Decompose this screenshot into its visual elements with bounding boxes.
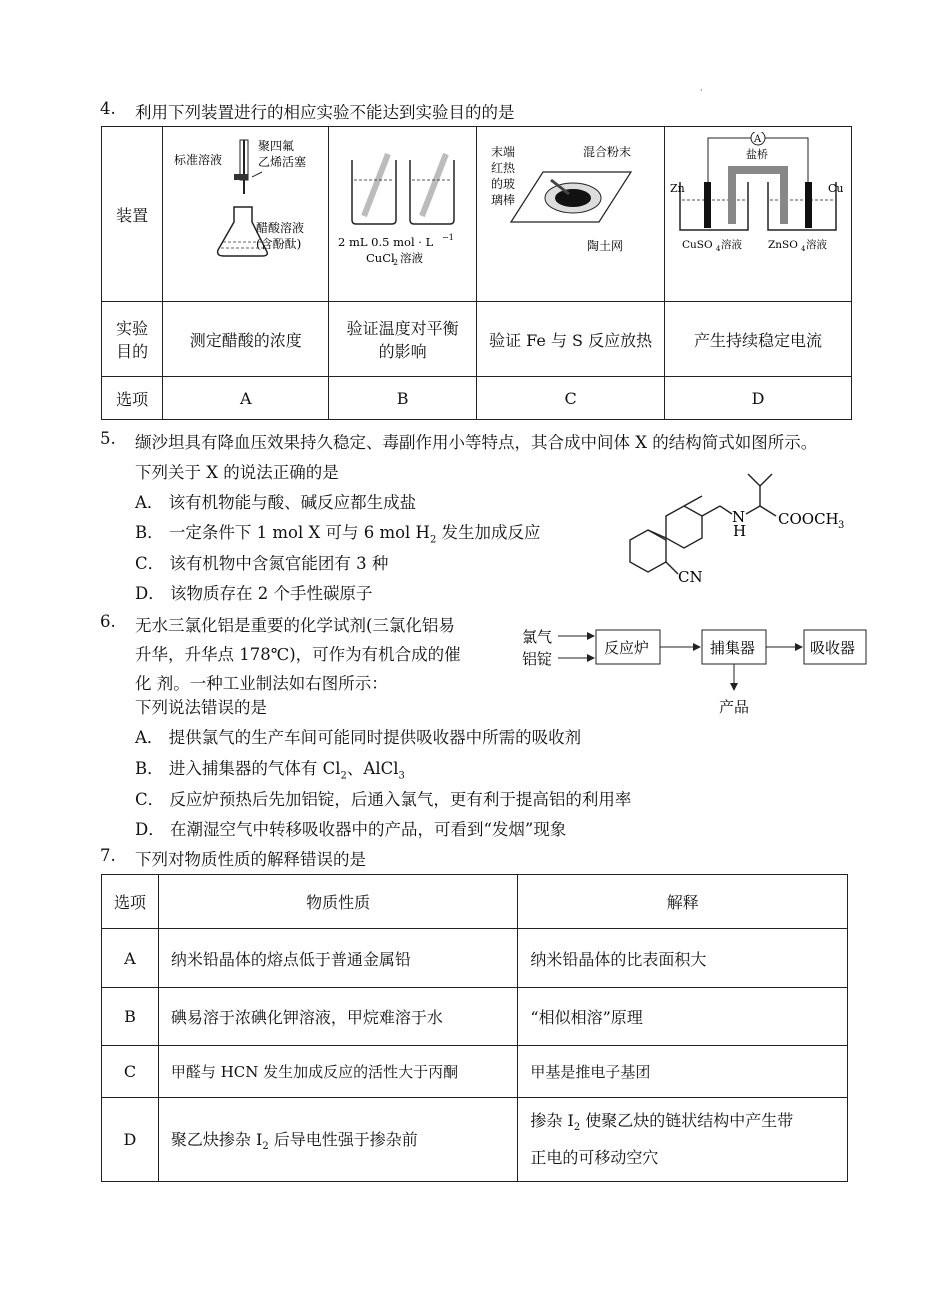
q7-d-exp-line1 bbox=[530, 1106, 835, 1143]
q6-number: 6. bbox=[100, 612, 116, 631]
q7-row-c-property: 甲醛与 HCN 发生加成反应的活性大于丙酮 bbox=[158, 1046, 518, 1098]
q7-header-property: 物质性质 bbox=[158, 875, 518, 929]
label-znso-sub: 4 bbox=[801, 245, 806, 253]
q5-b-sub: 2 bbox=[429, 534, 437, 546]
two-beakers-figure bbox=[330, 132, 476, 292]
table-row bbox=[102, 1046, 848, 1098]
label-cucl-sub: 2 bbox=[392, 258, 398, 267]
q4-option-c: C bbox=[477, 377, 665, 420]
purpose-label-2: 目的 bbox=[116, 342, 149, 361]
q4-number: 4. bbox=[100, 99, 116, 118]
galvanic-cell-figure bbox=[668, 132, 848, 292]
label-rod1: 末端 bbox=[490, 145, 515, 159]
valsartan-intermediate-structure bbox=[600, 468, 860, 590]
atom-n: N bbox=[732, 508, 746, 526]
q7-row-d-explanation bbox=[518, 1098, 848, 1182]
q5-stem-2: 下列关于 X 的说法正确的是 bbox=[135, 463, 339, 482]
group-ester: COOCH bbox=[778, 510, 839, 528]
q7-row-b-explanation: “相似相溶”原理 bbox=[518, 988, 848, 1046]
q6-option-c: C． 反应炉预热后先加铝锭，后通入氯气，更有利于提高铝的利用率 bbox=[135, 790, 632, 809]
q6-option-b bbox=[135, 755, 405, 781]
purpose-label-1: 实验 bbox=[116, 319, 149, 338]
q7-row-a-property: 纳米铅晶体的熔点低于普通金属铅 bbox=[158, 929, 518, 988]
purpose-b-line2: 的影响 bbox=[378, 342, 427, 361]
q7-d-exp-post: 使聚乙炔的链状结构中产生带 bbox=[580, 1110, 794, 1130]
q4-purpose-a: 测定醋酸的浓度 bbox=[163, 302, 329, 377]
q4-table bbox=[101, 126, 852, 420]
q4-option-d: D bbox=[665, 377, 852, 420]
q7-d-exp-sub: 2 bbox=[573, 1122, 581, 1134]
label-cuso-tail: 溶液 bbox=[721, 239, 743, 251]
q5-b-post: 发生加成反应 bbox=[436, 523, 541, 542]
label-zn: Zn bbox=[670, 182, 685, 195]
group-cn: CN bbox=[678, 568, 703, 586]
table-row bbox=[102, 929, 848, 988]
q7-row-c-explanation: 甲基是推电子基团 bbox=[518, 1046, 848, 1098]
label-ammeter: A bbox=[754, 134, 762, 145]
label-rod3: 的玻 bbox=[490, 177, 515, 191]
label-znso: ZnSO bbox=[768, 239, 798, 251]
group-ester-sub: 3 bbox=[838, 520, 845, 531]
q4-device-b bbox=[329, 127, 477, 302]
q4-option-b: B bbox=[329, 377, 477, 420]
q6-line-3: 化 剂。一种工业制法如右图所示： bbox=[135, 674, 388, 693]
q7-row-d-property bbox=[158, 1098, 518, 1182]
q6-option-a: A． 提供氯气的生产车间可能同时提供吸收器中所需的吸收剂 bbox=[135, 728, 582, 747]
alcl3-flow-diagram bbox=[516, 620, 868, 720]
q7-d-prop-pre: 聚乙炔掺杂 I bbox=[170, 1129, 263, 1149]
q4-device-label: 装置 bbox=[102, 127, 163, 302]
q6-line-2: 升华，升华点 178℃)，可作为有机合成的催 bbox=[135, 645, 461, 664]
fe-s-reaction-figure bbox=[481, 132, 661, 292]
q7-d-exp-line2: 正电的可移动空穴 bbox=[530, 1148, 659, 1168]
q7-row-b-property: 碘易溶于浓碘化钾溶液，甲烷难溶于水 bbox=[158, 988, 518, 1046]
flow-in-chlorine: 氯气 bbox=[522, 628, 553, 646]
q5-b-pre: B． 一定条件下 1 mol X 可与 6 mol H bbox=[135, 523, 430, 542]
q4-device-a bbox=[163, 127, 329, 302]
q4-purpose-label bbox=[102, 302, 163, 377]
q5-stem-1: 缬沙坦具有降血压效果持久稳定、毒副作用小等特点，其合成中间体 X 的结构简式如图所示。 bbox=[135, 433, 818, 452]
label-std: 标准溶液 bbox=[173, 153, 222, 167]
q5-option-a: A． 该有机物能与酸、碱反应都生成盐 bbox=[135, 493, 417, 512]
q6-b-pre: B． 进入捕集器的气体有 Cl bbox=[135, 759, 341, 778]
q7-row-b-option: B bbox=[102, 988, 159, 1046]
label-ptfe2: 乙烯活塞 bbox=[257, 155, 306, 169]
flow-box1-label: 反应炉 bbox=[604, 639, 650, 657]
label-cuso: CuSO bbox=[682, 239, 713, 251]
label-acid: 醋酸溶液 bbox=[255, 221, 304, 235]
label-powder: 混合粉末 bbox=[582, 145, 631, 159]
q5-option-d: D． 该物质存在 2 个手性碳原子 bbox=[135, 584, 373, 603]
label-rod4: 璃棒 bbox=[490, 193, 515, 207]
purpose-b-line1: 验证温度对平衡 bbox=[346, 319, 459, 338]
q4-purpose-d: 产生持续稳定电流 bbox=[665, 302, 852, 377]
label-cucl-sol: 溶液 bbox=[399, 251, 423, 265]
label-cuso-sub: 4 bbox=[716, 245, 721, 253]
q7-row-c-option: C bbox=[102, 1046, 159, 1098]
q7-d-exp-pre: 掺杂 I bbox=[530, 1110, 574, 1130]
label-indicator: (含酚酞) bbox=[255, 237, 302, 251]
q4-purpose-b bbox=[329, 302, 477, 377]
q7-table bbox=[101, 874, 848, 1182]
q7-number: 7. bbox=[100, 846, 116, 865]
q7-row-d-option: D bbox=[102, 1098, 159, 1182]
q6-b-mid: 、AlCl bbox=[346, 759, 399, 778]
label-conc-sup: −1 bbox=[441, 233, 454, 242]
label-znso-tail: 溶液 bbox=[806, 239, 828, 251]
q7-row-a-explanation: 纳米铅晶体的比表面积大 bbox=[518, 929, 848, 988]
label-cu: Cu bbox=[828, 182, 844, 195]
label-bridge: 盐桥 bbox=[746, 148, 769, 161]
burette-flask-figure bbox=[166, 132, 326, 292]
q4-device-d bbox=[665, 127, 852, 302]
stray-dot: · bbox=[700, 86, 703, 95]
q7-d-prop-sub: 2 bbox=[262, 1141, 269, 1153]
q4-option-a: A bbox=[163, 377, 329, 420]
label-conc: 2 mL 0.5 mol · L bbox=[337, 235, 433, 249]
flow-product: 产品 bbox=[719, 698, 750, 716]
q7-d-prop-post: 后导电性强于掺杂前 bbox=[268, 1129, 418, 1149]
label-rod2: 红热 bbox=[490, 161, 515, 175]
q4-purpose-c: 验证 Fe 与 S 反应放热 bbox=[477, 302, 665, 377]
q6-b-sub2: 3 bbox=[398, 770, 405, 782]
q7-header-explanation: 解释 bbox=[518, 875, 848, 929]
q5-option-c: C． 该有机物中含氮官能团有 3 种 bbox=[135, 554, 389, 573]
label-cucl: CuCl bbox=[365, 251, 395, 265]
q7-stem: 下列对物质性质的解释错误的是 bbox=[135, 850, 366, 869]
flow-in-aluminum: 铝锭 bbox=[522, 650, 553, 668]
q6-line-4: 下列说法错误的是 bbox=[135, 698, 267, 717]
q4-stem: 利用下列装置进行的相应实验不能达到实验目的的是 bbox=[135, 103, 515, 122]
q5-option-b bbox=[135, 519, 541, 545]
q7-header-option: 选项 bbox=[102, 875, 159, 929]
label-ptfe1: 聚四氟 bbox=[257, 139, 294, 153]
atom-h: H bbox=[733, 522, 747, 540]
flow-box3-label: 吸收器 bbox=[810, 639, 856, 657]
q6-line-1: 无水三氯化铝是重要的化学试剂(三氯化铝易 bbox=[135, 616, 455, 635]
label-net: 陶土网 bbox=[586, 239, 623, 253]
q7-row-a-option: A bbox=[102, 929, 159, 988]
q5-number: 5. bbox=[100, 429, 116, 448]
q4-device-c bbox=[477, 127, 665, 302]
q4-option-label: 选项 bbox=[102, 377, 163, 420]
table-row bbox=[102, 988, 848, 1046]
table-row bbox=[102, 1098, 848, 1182]
flow-box2-label: 捕集器 bbox=[710, 639, 756, 657]
q6-option-d: D． 在潮湿空气中转移吸收器中的产品，可看到“发烟”现象 bbox=[135, 820, 567, 839]
q6-b-sub1: 2 bbox=[340, 770, 347, 782]
